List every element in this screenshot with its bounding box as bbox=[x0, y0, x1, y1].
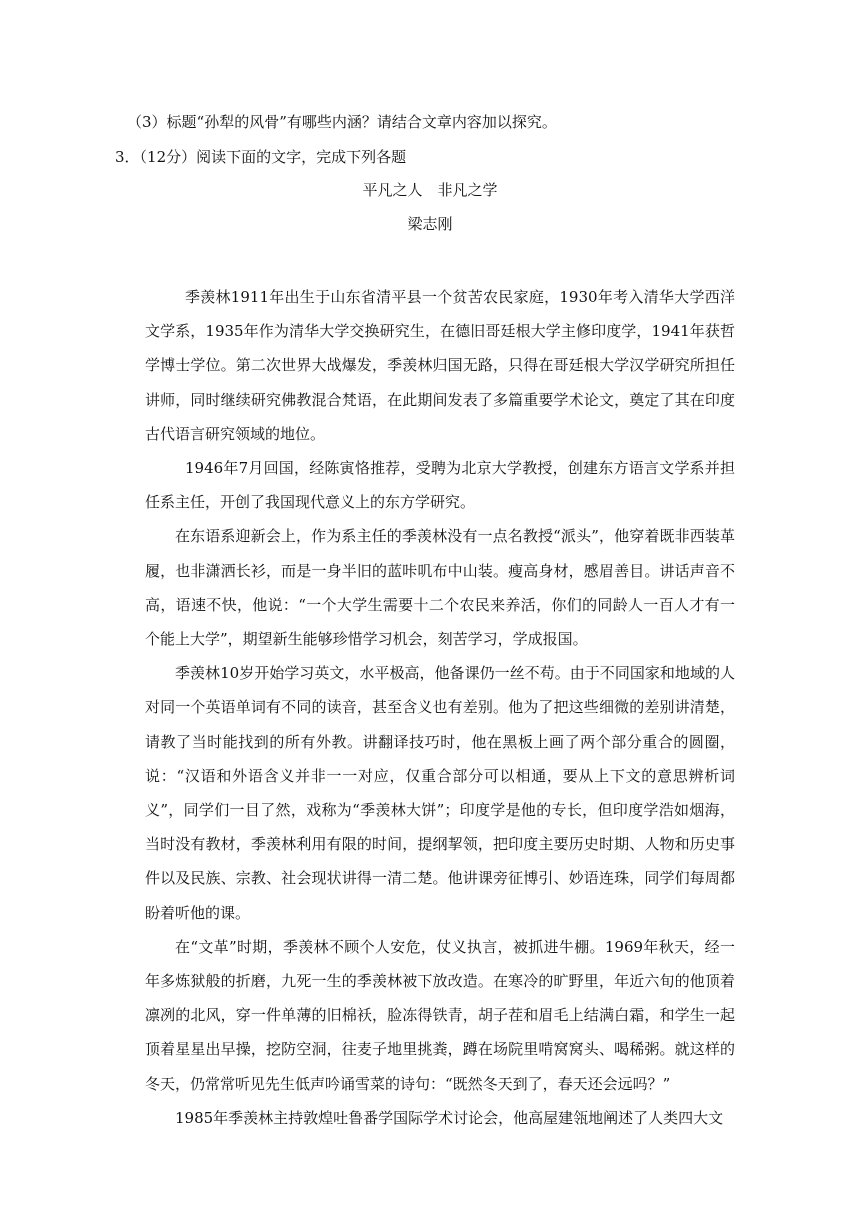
paragraph: 在“文革”时期，季羡林不顾个人安危，仗义执言，被抓进牛棚。1969年秋天，经一年多炼狱般的折磨，九死一生的季羡林被下放改造。在寒冷的旷野里，年近六旬的他顶着凛冽的北风，穿一件单薄的旧棉袄，脸冻得铁青，胡子茬和眉毛上结满白霜，和学生一起顶着星星出早操，挖防空洞，往麦子地里挑粪，蹲在场院里啃窝窝头、喝稀粥。就这样的冬天，仍常常听见先生低声吟诵雪菜的诗句：“既然冬天到了，春天还会远吗？” bbox=[145, 937, 735, 1093]
paragraph: 1985年季羡林主持敦煌吐鲁番学国际学术讨论会，他高屋建瓴地阐述了人类四大文 bbox=[175, 1108, 724, 1127]
article-body bbox=[145, 280, 735, 1135]
paragraph: 季羡林10岁开始学习英文，水平极高，他备课仍一丝不苟。由于不同国家和地域的人对同一个英语单词有不同的读音，甚至含义也有差别。他为了把这些细微的差别讲清楚，请教了当时能找到的所有外教。讲翻译技巧时，他在黑板上画了两个部分重合的圆圈，说：“汉语和外语含义并非一一对应，仅重合部分可以相通，要从上下文的意思辨析词义”，同学们一目了然，戏称为“季羡林大饼”；印度学是他的专长，但印度学浩如烟海，当时没有教材，季羡林利用有限的时间，提纲挈领，把印度主要历史时期、人物和历史事件以及民族、宗教、社会现状讲得一清二楚。他讲课旁征博引、妙语连珠，同学们每周都盼着听他的课。 bbox=[145, 664, 735, 922]
question-3-subitem: （3）标题“孙犁的风骨”有哪些内涵？请结合文章内容加以探究。 bbox=[127, 113, 557, 131]
question-header: 3．（12分）阅读下面的文字，完成下列各题 bbox=[115, 148, 407, 166]
article-author: 梁志刚 bbox=[407, 215, 453, 233]
paragraph: 1946年7月回国，经陈寅恪推荐，受聘为北京大学教授，创建东方语言文学系并担任系主任，开创了我国现代意义上的东方学研究。 bbox=[145, 459, 735, 512]
paragraph: 季羡林1911年出生于山东省清平县一个贫苦农民家庭，1930年考入清华大学西洋文学系，1935年作为清华大学交换研究生，在德旧哥廷根大学主修印度学，1941年获哲学博士学位。第二次世界大战爆发，季羡林归国无路，只得在哥廷根大学汉学研究所担任讲师，同时继续研究佛教混合梵语，在此期间发表了多篇重要学术论文，奠定了其在印度古代语言研究领域的地位。 bbox=[145, 288, 735, 443]
paragraph: 在东语系迎新会上，作为系主任的季羡林没有一点名教授“派头”，他穿着既非西装革履，也非潇洒长衫，而是一身半旧的蓝咔叽布中山装。瘦高身材，慼眉善目。讲话声音不高，语速不快，他说：“一个大学生需要十二个农民来养活，你们的同龄人一百人才有一个能上大学”，期望新生能够珍惜学习机会，刻苦学习，学成报国。 bbox=[145, 527, 735, 649]
article-title: 平凡之人 非凡之学 bbox=[362, 181, 498, 199]
